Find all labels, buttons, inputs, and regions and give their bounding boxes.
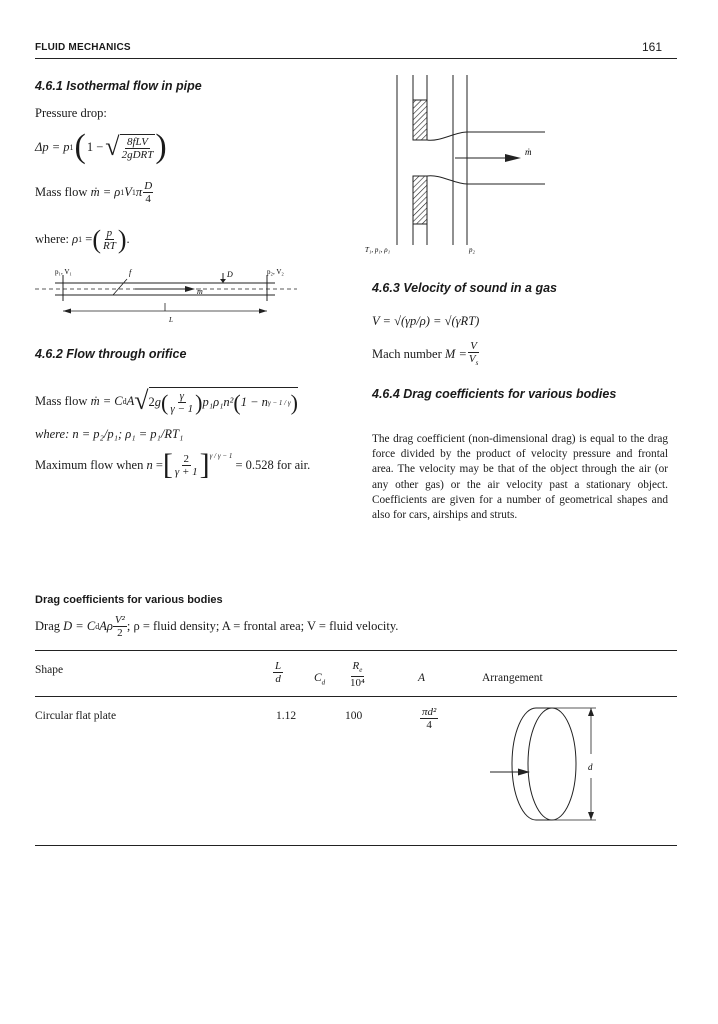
sound-speed-formula: V = √(γp/ρ) = √(γRT) (372, 314, 480, 328)
orifice-diagram (355, 70, 555, 260)
col-header-shape: Shape (35, 664, 64, 676)
orifice-label-m: ṁ (525, 147, 532, 157)
mach-number-formula: Mach number M = $\frac{V}{V_s}$ (372, 340, 479, 368)
col-header-arrangement: Arrangement (482, 672, 543, 684)
header-rule (35, 58, 677, 59)
drag-formula: Drag D = C d Aρ $\frac{\text{V²}}{2}$ ; ρ = fluid density; A = frontal area; V = fluid velocity. (35, 614, 399, 639)
section-heading-4-6-4: 4.6.4 Drag coefficients for various bodies (372, 387, 617, 401)
row-cd: 1.12 (276, 710, 297, 722)
pipe-label-D: D (227, 270, 233, 279)
table-bottom-rule (35, 845, 677, 846)
section-heading-4-6-2: 4.6.2 Flow through orifice (35, 347, 187, 361)
table-header-rule (35, 696, 677, 697)
running-header: FLUID MECHANICS (35, 42, 131, 53)
pipe-label-m: ṁ (197, 287, 203, 296)
orifice-mass-flow-formula: Mass flow ṁ = C d A √ 2 g ( $\frac{\gamma}{\gamma - 1}$ ) p₁ρ₁n² ( 1 − n γ − 1 / γ ) (35, 386, 298, 415)
col-header-re: $\frac{R_e}{\text{10⁴}}$ (350, 660, 365, 690)
section-heading-4-6-3: 4.6.3 Velocity of sound in a gas (372, 281, 558, 295)
row-shape: Circular flat plate (35, 710, 117, 722)
disc-arrangement-diagram (478, 700, 628, 830)
mass-flow-formula: Mass flow ṁ = ρ 1 V 1 π $\frac{D}{4}$ (35, 180, 153, 205)
col-header-ld: $\frac{L}{d}$ (275, 660, 282, 685)
pipe-label-f: f (129, 268, 132, 277)
maximum-flow-formula: Maximum flow when n = [ $\frac{2}{\gamma + 1}$ ] $^{\gamma / \gamma - 1}$ = 0.528 for air. (35, 448, 311, 481)
pipe-label-left: p₁, V₁ (55, 268, 72, 276)
disc-label-d: d (588, 762, 593, 772)
page-number: 161 (642, 40, 663, 54)
pipe-diagram (35, 265, 300, 325)
row-re: 100 (345, 710, 363, 722)
section-heading-4-6-1: 4.6.1 Isothermal flow in pipe (35, 79, 202, 93)
orifice-where-line: where: n = p₂/p₁; ρ₁ = p₁/RT₁ (35, 427, 184, 441)
col-header-a: A (418, 672, 426, 684)
pipe-label-L: L (169, 316, 173, 324)
orifice-label-right: p₂ (469, 246, 475, 254)
table-top-rule (35, 650, 677, 651)
col-header-cd: $C_d$ (314, 672, 326, 687)
drag-coefficient-paragraph: The drag coefficient (non-dimensional drag) is equal to the drag force divided by the product of velocity pressure and frontal area. The velocity may be that of the object through the air (or any other gas) or the air velocity past a stationary object. Coefficients are given for a number of geometrical shapes and also for cars, airships and struts. (372, 433, 668, 522)
orifice-label-left: T₁, p₁, ρ₁ (365, 246, 391, 254)
pressure-drop-formula: Δp = p 1 ( 1 − √ $\frac{\text{8fLV}}{\text{2gDRT}}$ ) (35, 128, 167, 165)
pipe-label-right: p₂, V₂ (267, 268, 284, 276)
drag-table-title: Drag coefficients for various bodies (35, 594, 223, 606)
density-formula: where: ρ 1 = ( $\frac{p}{RT}$ ) . (35, 224, 130, 254)
row-area: $\frac{\text{πd²}}{4}$ (422, 706, 437, 731)
pressure-drop-label: Pressure drop: (35, 106, 107, 120)
